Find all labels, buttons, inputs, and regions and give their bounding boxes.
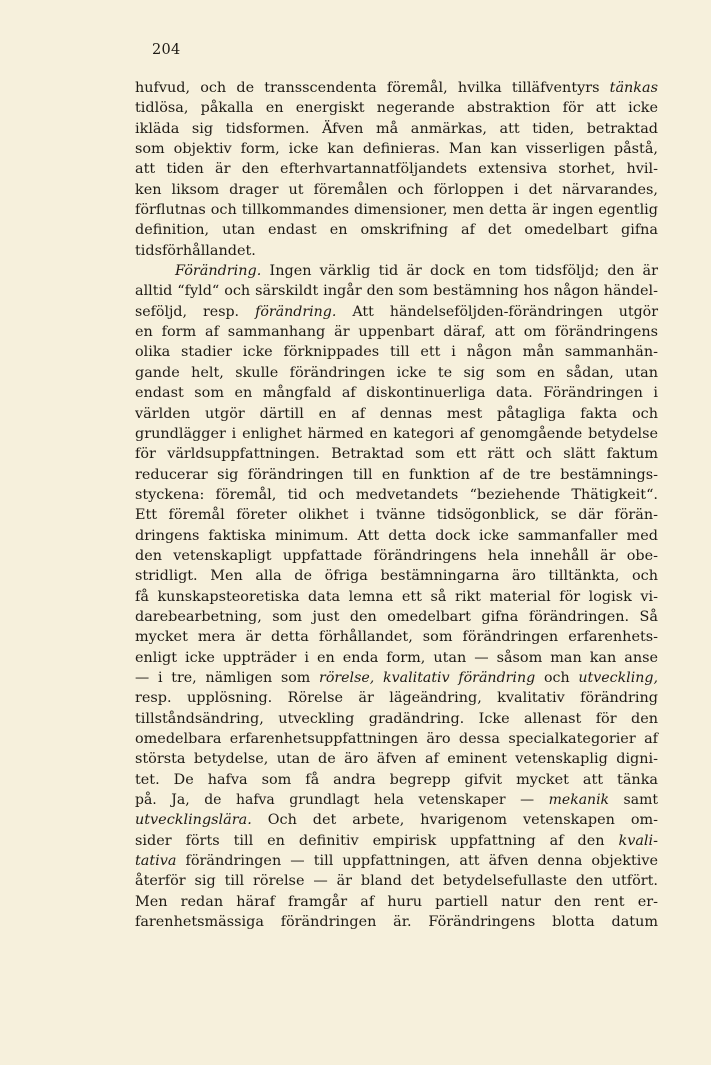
text-line — [135, 465, 658, 485]
text-segment: Ingen värklig tid är dock en tom tidsföljd; den är — [261, 263, 658, 280]
text-segment: få kunskapsteoretiska data lemna ett så rikt material för logisk vi- — [135, 588, 658, 605]
text-segment: farenhetsmässiga förändringen är. Förändringens blotta datum — [135, 914, 658, 931]
text-segment: hufvud, och de transscendenta föremål, hvilka tilläfventyrs — [135, 80, 610, 96]
text-segment: definition, utan endast en omskrifning af det omedelbart gifna — [135, 222, 658, 239]
text-segment: och — [535, 669, 579, 686]
text-line — [135, 688, 658, 708]
text-line — [135, 587, 658, 607]
text-segment: styckena: föremål, tid och medvetandets “beziehende Thätigkeit“. — [135, 486, 658, 503]
text-segment: reducerar sig förändringen till en funktion af de tre bestämnings- — [135, 466, 658, 483]
text-line — [135, 363, 658, 383]
text-line — [135, 383, 658, 403]
text-segment: tet. De hafva som få andra begrepp gifvit mycket att tänka — [135, 771, 658, 788]
text-line — [135, 424, 658, 444]
text-segment: förändringen — till uppfattningen, att äfven denna objektive — [176, 853, 658, 870]
text-line — [135, 831, 658, 851]
italic-text: Förändring. — [175, 263, 262, 280]
text-line — [135, 505, 658, 525]
text-segment: största betydelse, utan de äro äfven af eminent vetenskaplig digni- — [135, 751, 658, 768]
text-segment: ken liksom drager ut föremålen och förloppen i det närvarandes, — [135, 181, 658, 198]
text-line — [135, 912, 658, 932]
text-segment: förflutnas och tillkommandes dimensioner, men detta är ingen egentlig — [135, 202, 658, 219]
body-text — [135, 78, 658, 932]
text-line — [135, 119, 658, 139]
text-segment: en form af sammanhang är uppenbart däraf, att om förändringens — [135, 324, 658, 341]
text-line — [135, 546, 658, 566]
text-line — [135, 241, 658, 261]
text-segment: den vetenskapligt uppfattade förändringens hela innehåll är obe- — [135, 547, 658, 564]
text-line — [135, 159, 658, 179]
text-segment: Och det arbete, hvarigenom vetenskapen om- — [251, 812, 658, 829]
text-segment: Men redan häraf framgår af huru partiell natur den rent er- — [135, 893, 658, 910]
text-segment: tidlösa, påkalla en energiskt negerande abstraktion för att icke — [135, 100, 658, 117]
text-line — [135, 627, 658, 647]
text-line — [135, 892, 658, 912]
text-line — [135, 322, 658, 342]
text-line — [135, 871, 658, 891]
page-number: 204 — [152, 42, 181, 58]
text-segment: sider förts till en definitiv empirisk uppfattning af den — [135, 832, 619, 849]
text-segment: på. Ja, de hafva grundlagt hela vetenskaper — — [135, 792, 549, 809]
italic-text: förändring. — [255, 303, 337, 320]
text-segment: Ett föremål företer olikhet i tvänne tidsögonblick, se där förän- — [135, 507, 658, 524]
text-segment: återför sig till rörelse — är bland det betydelsefullaste den utfört. — [135, 873, 658, 890]
text-line — [135, 526, 658, 546]
text-line — [135, 302, 658, 322]
text-segment: grundlägger i enlighet härmed en kategori af genomgående betydelse — [135, 425, 658, 442]
text-segment: Att händelseföljden-förändringen utgör — [336, 303, 658, 320]
text-segment: enligt icke uppträder i en enda form, utan — såsom man kan anse — [135, 649, 658, 666]
italic-text: kvali- — [618, 832, 658, 849]
text-segment: gande helt, skulle förändringen icke te sig som en sådan, utan — [135, 364, 658, 381]
text-segment: att tiden är den efterhvartannatföljandets extensiva storhet, hvil- — [135, 161, 658, 178]
text-segment: tidsförhållandet. — [135, 242, 256, 259]
text-line — [135, 139, 658, 159]
italic-text: rörelse, kvalitativ förändring — [319, 669, 536, 686]
text-line — [135, 200, 658, 220]
text-line — [135, 220, 658, 240]
text-segment: tillståndsändring, utveckling gradändring. Icke allenast för den — [135, 710, 658, 727]
text-line — [135, 98, 658, 118]
text-line — [135, 180, 658, 200]
text-segment: som objektiv form, icke kan definieras. Man kan visserligen påstå, — [135, 141, 658, 158]
text-segment: alltid “fyld“ och särskildt ingår den som bestämning hos någon händel- — [135, 283, 658, 300]
text-line — [135, 790, 658, 810]
italic-text: mekanik — [548, 792, 610, 809]
text-segment: — i tre, nämligen som — [135, 669, 320, 686]
text-line — [135, 281, 658, 301]
text-line — [135, 607, 658, 627]
text-line — [135, 749, 658, 769]
italic-text: tänkas — [609, 80, 658, 96]
text-segment: darebearbetning, som just den omedelbart gifna förändringen. Så — [135, 608, 658, 625]
text-segment: endast som en mångfald af diskontinuerliga data. Förändringen i — [135, 385, 658, 402]
text-segment: omedelbara erfarenhetsuppfattningen äro dessa specialkategorier af — [135, 731, 658, 747]
text-line — [135, 342, 658, 362]
text-line — [135, 648, 658, 668]
text-segment: seföljd, resp. — [135, 303, 256, 320]
text-line — [135, 668, 658, 688]
text-line — [135, 851, 658, 871]
text-line — [135, 404, 658, 424]
text-segment: stridligt. Men alla de öfriga bestämningarna äro tilltänkta, och — [135, 568, 658, 585]
text-segment: mycket mera är detta förhållandet, som förändringen erfarenhets- — [135, 629, 658, 646]
text-line — [135, 261, 658, 281]
text-segment: ikläda sig tidsformen. Äfven må anmärkas, att tiden, betraktad — [135, 120, 658, 137]
text-segment: samt — [609, 792, 658, 809]
text-line — [135, 810, 658, 830]
text-segment: dringens faktiska minimum. Att detta dock icke sammanfaller med — [135, 527, 658, 544]
text-segment: världen utgör därtill en af dennas mest påtagliga fakta och — [135, 405, 658, 422]
text-line — [135, 485, 658, 505]
italic-text: tativa — [135, 853, 177, 870]
text-segment: resp. upplösning. Rörelse är lägeändring, kvalitativ förändring — [135, 690, 658, 707]
text-line — [135, 709, 658, 729]
italic-text: utveckling, — [578, 669, 658, 686]
text-line — [135, 444, 658, 464]
text-line — [135, 78, 658, 98]
text-segment: för världsuppfattningen. Betraktad som ett rätt och slätt faktum — [135, 446, 658, 463]
text-segment: olika stadier icke förknippades till ett i någon mån sammanhän- — [135, 344, 658, 361]
text-line — [135, 566, 658, 586]
text-line — [135, 729, 658, 749]
text-line — [135, 770, 658, 790]
italic-text: utvecklingslära. — [135, 812, 252, 829]
